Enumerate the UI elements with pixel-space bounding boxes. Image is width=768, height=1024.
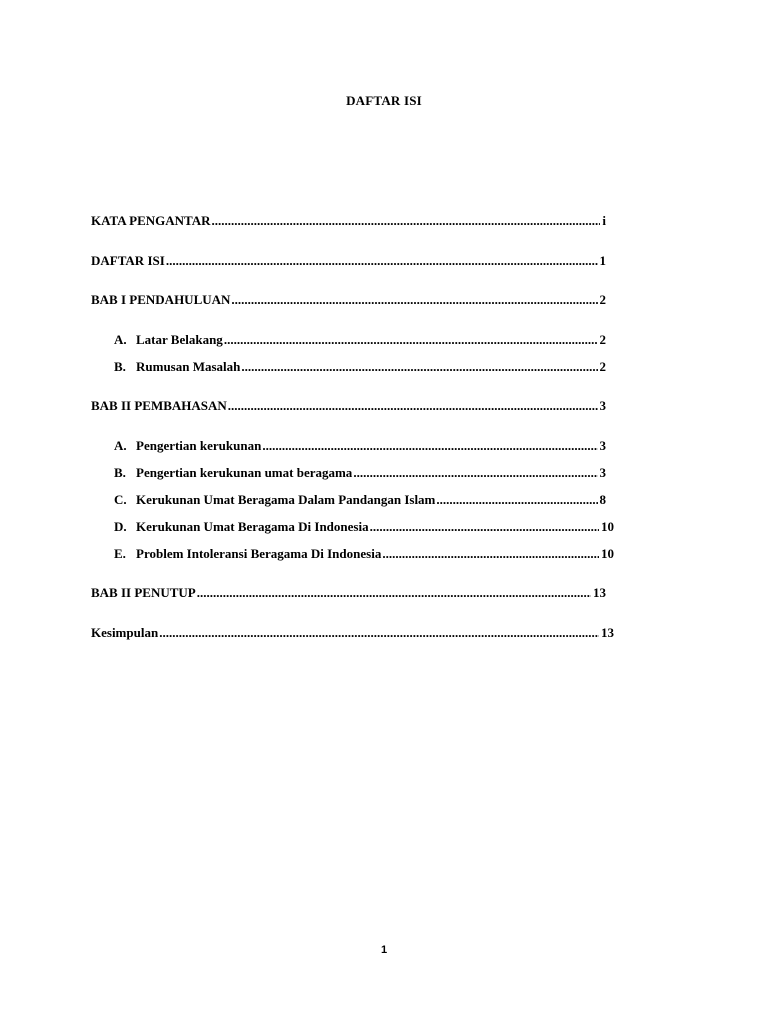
dot-leader [197, 585, 591, 601]
toc-entry-kesimpulan[interactable] [91, 625, 614, 641]
toc-subentry-label: Rumusan Masalah [136, 359, 241, 374]
toc-entry-label: BAB I PENDAHULUAN [91, 292, 231, 307]
toc-subentry-pengertian-kerukunan[interactable] [114, 438, 606, 454]
toc-entry-page: 13 [593, 585, 606, 600]
toc-subentry-di-indonesia[interactable] [114, 519, 614, 535]
toc-entry-page: 1 [599, 253, 606, 268]
toc-subentry-rumusan-masalah[interactable] [114, 359, 606, 375]
toc-subentry-marker: D. [114, 519, 127, 534]
toc-subentry-marker: B. [114, 465, 126, 480]
toc-subentry-marker: A. [114, 438, 127, 453]
toc-subentry-label: Kerukunan Umat Beragama Di Indonesia [136, 519, 369, 534]
toc-entry-page: i [602, 213, 606, 228]
footer-page-number: 1 [380, 944, 388, 956]
toc-entry-label: BAB II PEMBAHASAN [91, 398, 227, 413]
toc-subentry-intoleransi[interactable] [114, 546, 614, 562]
toc-subentry-marker: A. [114, 332, 127, 347]
dot-leader [212, 213, 601, 229]
toc-subentry-pengertian-kerukunan-umat[interactable] [114, 465, 606, 481]
toc-entry-daftar-isi[interactable] [91, 253, 606, 269]
toc-entry-page: 3 [599, 398, 606, 413]
dot-leader [382, 546, 599, 562]
dot-leader [166, 253, 598, 269]
dot-leader [231, 292, 597, 308]
toc-subentry-marker: C. [114, 492, 127, 507]
dot-leader [159, 625, 599, 641]
dot-leader [262, 438, 597, 454]
toc-subentry-page: 10 [601, 546, 614, 561]
toc-subentry-marker: B. [114, 359, 126, 374]
dot-leader [353, 465, 597, 481]
toc-subentry-page: 2 [599, 332, 606, 347]
toc-subentry-label: Latar Belakang [136, 332, 223, 347]
toc-entry-kata-pengantar[interactable] [91, 213, 606, 229]
toc-subentry-label: Pengertian kerukunan [136, 438, 262, 453]
toc-entry-label: DAFTAR ISI [91, 253, 165, 268]
toc-subentry-page: 10 [601, 519, 614, 534]
toc-subentry-pandangan-islam[interactable] [114, 492, 606, 508]
page-title: DAFTAR ISI [346, 93, 422, 108]
toc-subentry-label: Kerukunan Umat Beragama Dalam Pandangan Islam [136, 492, 436, 507]
toc-entry-page: 2 [599, 292, 606, 307]
dot-leader [228, 398, 598, 414]
toc-subentry-marker: E. [114, 546, 126, 561]
toc-subentry-page: 2 [599, 359, 606, 374]
toc-subentry-page: 8 [599, 492, 606, 507]
dot-leader [241, 359, 597, 375]
toc-entry-bab-ii[interactable] [91, 398, 606, 414]
toc-entry-label: Kesimpulan [91, 625, 159, 640]
toc-subentry-page: 3 [599, 465, 606, 480]
toc-entry-bab-i[interactable] [91, 292, 606, 308]
toc-subentry-latar-belakang[interactable] [114, 332, 606, 348]
toc-entry-page: 13 [601, 625, 614, 640]
toc-subentry-label: Pengertian kerukunan umat beragama [136, 465, 353, 480]
dot-leader [370, 519, 599, 535]
toc-entry-penutup[interactable] [91, 585, 606, 601]
toc-entry-label: BAB II PENUTUP [91, 585, 196, 600]
toc-subentry-page: 3 [599, 438, 606, 453]
dot-leader [436, 492, 597, 508]
dot-leader [224, 332, 598, 348]
toc-entry-label: KATA PENGANTAR [91, 213, 211, 228]
toc-subentry-label: Problem Intoleransi Beragama Di Indonesia [136, 546, 382, 561]
